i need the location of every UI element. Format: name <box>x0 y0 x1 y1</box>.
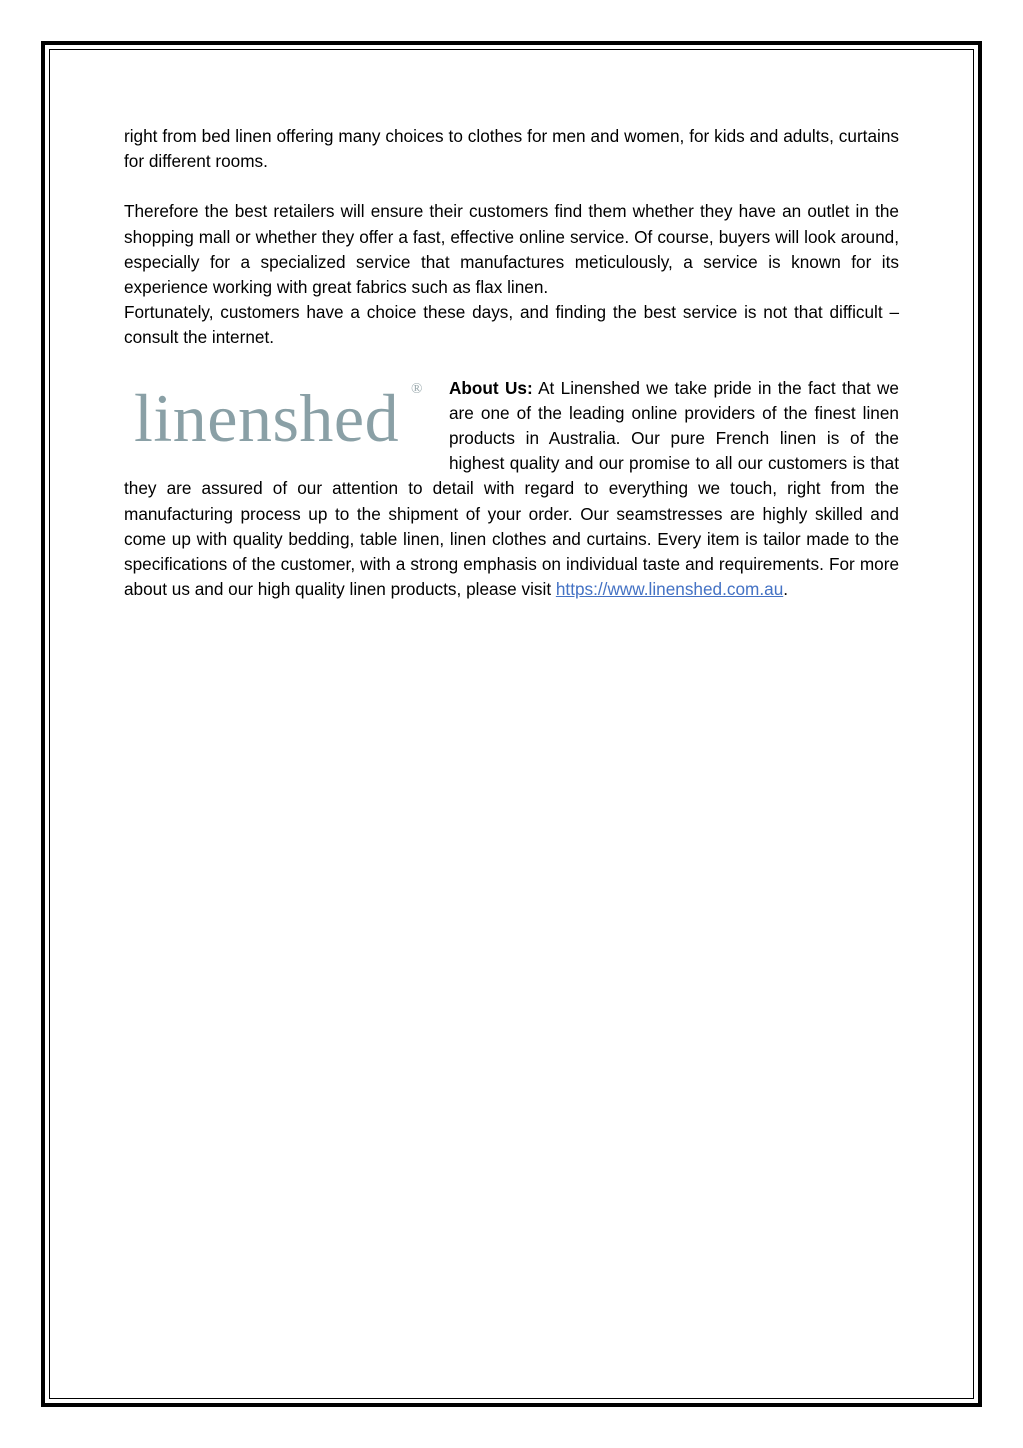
about-us-text: At Linenshed we take pride in the fact that we are one of the leading online providers of the finest linen products in Australia. Our pure French linen is of the highest quality and our promise to all our customers is that they are assured of our attention to detail with regard to everything we touch, right from the manufacturing process up to the shipment of your order. Our seamstresses are highly skilled and come up with quality bedding, table linen, linen clothes and curtains. Every item is tailor made to the specifications of the customer, with a strong emphasis on individual taste and requirements. For more about us and our high quality linen products, please visit <box>124 377 899 600</box>
paragraph-retailers: Therefore the best retailers will ensure their customers find them whether they have an outlet in the shopping mall or whether they offer a fast, effective online service. Of course, buyers will look around, especially for a specialized service that manufactures meticulously, a service is known for its experience working with great fabrics such as flax linen. <box>124 201 899 298</box>
about-us-label: About Us: <box>449 377 533 398</box>
website-link[interactable]: https://www.linenshed.com.au <box>555 579 784 600</box>
paragraph-spacer <box>124 174 899 199</box>
logo-wordmark: linenshed <box>134 379 400 456</box>
paragraph-fortunately: Fortunately, customers have a choice these days, and finding the best service is not that difficult – consult the internet. <box>124 302 899 348</box>
paragraph-intro: right from bed linen offering many choices to clothes for men and women, for kids and adults, curtains for different rooms. <box>124 126 899 172</box>
registered-mark: ® <box>411 380 423 397</box>
about-us-period: . <box>783 579 789 600</box>
linenshed-logo <box>124 378 429 474</box>
document-body <box>124 124 899 602</box>
paragraph-spacer <box>124 351 899 376</box>
